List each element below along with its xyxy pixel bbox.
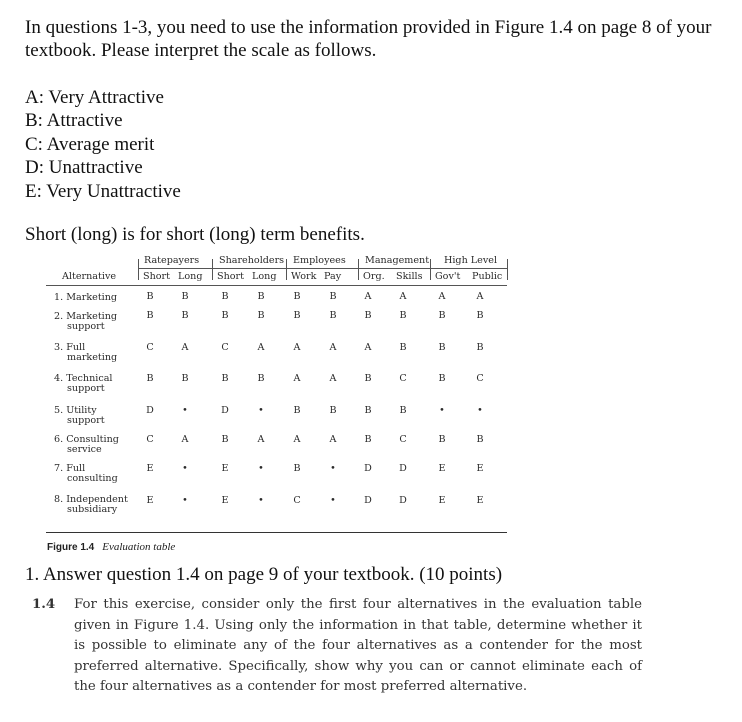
sub-header-short: Short	[143, 271, 170, 282]
table-cell: B	[293, 291, 301, 302]
table-cell: •	[477, 405, 483, 416]
term-note: Short (long) is for short (long) term benefits.	[25, 224, 365, 245]
table-cell: •	[439, 405, 445, 416]
table-cell: •	[182, 405, 188, 416]
table-cell: A	[293, 373, 301, 384]
exercise-block	[32, 595, 642, 698]
table-cell: D	[146, 405, 154, 416]
sub-header-public: Public	[472, 271, 503, 282]
table-cell: C	[399, 434, 407, 445]
table-cell: B	[329, 405, 337, 416]
table-cell: B	[181, 373, 189, 384]
sub-header-long: Long	[252, 271, 277, 282]
figure-caption	[47, 541, 175, 553]
row-label: 4. Technical support	[54, 373, 113, 394]
table-cell: E	[146, 495, 154, 506]
table-bottom-rule	[46, 532, 507, 533]
table-cell: B	[476, 310, 484, 321]
table-cell: A	[364, 291, 372, 302]
group-header-shareholders: Shareholders	[219, 255, 285, 266]
sub-header-org: Org.	[363, 271, 385, 282]
table-cell: A	[364, 342, 372, 353]
table-cell: B	[438, 373, 446, 384]
row-label: 5. Utility support	[54, 405, 105, 426]
table-cell: B	[364, 405, 372, 416]
row-label: 1. Marketing	[54, 292, 118, 303]
table-cell: E	[221, 463, 229, 474]
header-rule	[46, 285, 507, 286]
table-cell: B	[329, 310, 337, 321]
scale-list	[25, 86, 181, 203]
table-cell: C	[399, 373, 407, 384]
table-cell: B	[399, 342, 407, 353]
table-cell: D	[399, 495, 407, 506]
sub-header-pay: Pay	[324, 271, 342, 282]
table-cell: B	[364, 373, 372, 384]
group-header-management: Management	[365, 255, 430, 266]
group-header-employees: Employees	[293, 255, 346, 266]
table-cell: B	[257, 291, 265, 302]
row-label: 2. Marketing support	[54, 311, 118, 332]
table-cell: •	[330, 463, 336, 474]
table-cell: B	[438, 342, 446, 353]
table-cell: A	[293, 342, 301, 353]
table-cell: B	[221, 291, 229, 302]
row-label: 7. Full consulting	[54, 463, 118, 484]
scale-item-c: C: Average merit	[25, 133, 155, 155]
table-cell: B	[399, 405, 407, 416]
table-cell: B	[364, 310, 372, 321]
table-cell: B	[364, 434, 372, 445]
table-cell: B	[476, 434, 484, 445]
table-cell: E	[476, 463, 484, 474]
table-cell: B	[221, 310, 229, 321]
column-separator	[507, 259, 508, 280]
table-cell: A	[399, 291, 407, 302]
table-cell: C	[293, 495, 301, 506]
table-cell: B	[146, 310, 154, 321]
table-cell: •	[258, 405, 264, 416]
table-cell: B	[293, 310, 301, 321]
question-1: 1. Answer question 1.4 on page 9 of your textbook. (10 points)	[25, 564, 503, 585]
row-label: 8. Independent subsidiary	[54, 494, 128, 515]
table-cell: C	[221, 342, 229, 353]
table-cell: B	[181, 310, 189, 321]
table-cell: D	[364, 463, 372, 474]
caption-label: Figure 1.4	[47, 542, 95, 553]
table-cell: C	[146, 342, 154, 353]
column-separator	[430, 259, 431, 280]
table-cell: A	[181, 342, 189, 353]
table-cell: A	[329, 434, 337, 445]
sub-header-skills: Skills	[396, 271, 423, 282]
group-header-high-level: High Level	[444, 255, 498, 266]
scale-item-e: E: Very Unattractive	[25, 180, 181, 202]
table-cell: •	[182, 495, 188, 506]
table-cell: D	[221, 405, 229, 416]
table-cell: C	[476, 373, 484, 384]
intro-paragraph: In questions 1-3, you need to use the information provided in Figure 1.4 on page 8 of your textbook. Please interpret the scale as follows.	[25, 17, 712, 61]
sub-header-work: Work	[291, 271, 317, 282]
table-cell: B	[399, 310, 407, 321]
table-cell: A	[293, 434, 301, 445]
table-cell: •	[182, 463, 188, 474]
scale-item-b: B: Attractive	[25, 110, 123, 132]
table-cell: A	[476, 291, 484, 302]
table-cell: B	[476, 342, 484, 353]
table-cell: A	[257, 342, 265, 353]
table-cell: E	[476, 495, 484, 506]
sub-header-long: Long	[178, 271, 203, 282]
column-separator	[212, 259, 213, 280]
row-label: 3. Full marketing	[54, 342, 118, 363]
column-separator	[358, 259, 359, 280]
table-cell: B	[181, 291, 189, 302]
column-separator	[138, 259, 139, 280]
table-cell: B	[146, 373, 154, 384]
row-label: 6. Consulting service	[54, 434, 119, 455]
table-cell: B	[293, 405, 301, 416]
table-cell: B	[221, 373, 229, 384]
table-cell: E	[438, 463, 446, 474]
table-cell: B	[221, 434, 229, 445]
table-cell: B	[257, 373, 265, 384]
table-cell: •	[258, 463, 264, 474]
table-cell: A	[329, 373, 337, 384]
scale-item-d: D: Unattractive	[25, 157, 143, 179]
table-cell: B	[329, 291, 337, 302]
exercise-text: For this exercise, consider only the first four alternatives in the evaluation table given in Figure 1.4. Using only the information in that table, determine whether it is possible to eliminate any of the four alternatives as a contender for the most preferred alternative. Specifically, show why you can or cannot eliminate each of the four alternatives as a contender for most preferred alternative.	[74, 597, 642, 694]
table-cell: A	[438, 291, 446, 302]
table-cell: B	[146, 291, 154, 302]
table-cell: A	[329, 342, 337, 353]
exercise-number: 1.4	[32, 597, 56, 612]
table-cell: D	[399, 463, 407, 474]
table-cell: B	[293, 463, 301, 474]
caption-title: Evaluation table	[102, 541, 176, 553]
scale-item-a: A: Very Attractive	[25, 87, 164, 108]
table-cell: A	[257, 434, 265, 445]
table-cell: •	[330, 495, 336, 506]
table-cell: •	[258, 495, 264, 506]
header-rule	[138, 268, 507, 269]
table-cell: C	[146, 434, 154, 445]
table-cell: D	[364, 495, 372, 506]
table-cell: A	[181, 434, 189, 445]
group-header-ratepayers: Ratepayers	[144, 255, 200, 266]
table-cell: B	[438, 434, 446, 445]
sub-header-govt: Gov't	[435, 271, 461, 282]
column-separator	[286, 259, 287, 280]
table-cell: B	[257, 310, 265, 321]
table-cell: E	[438, 495, 446, 506]
table-cell: E	[146, 463, 154, 474]
sub-header-short: Short	[217, 271, 244, 282]
table-cell: E	[221, 495, 229, 506]
table-cell: B	[438, 310, 446, 321]
alternative-header: Alternative	[62, 271, 117, 282]
evaluation-table-figure	[46, 250, 512, 533]
